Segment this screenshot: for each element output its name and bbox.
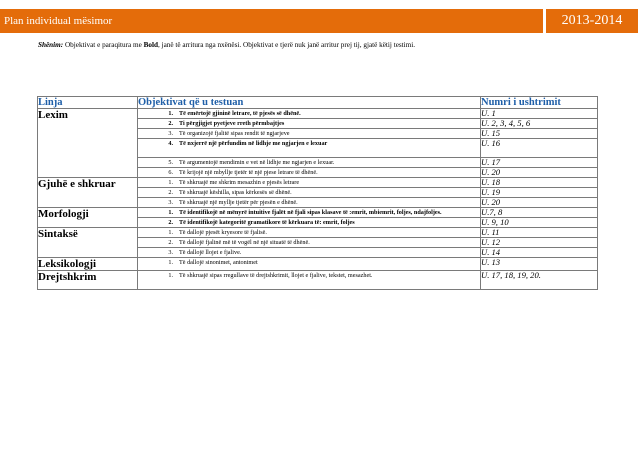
exercise-cell: U. 20: [481, 198, 598, 208]
linja-cell: Drejtshkrim: [38, 271, 138, 290]
document-title: Plan individual mësimor: [0, 9, 543, 33]
objective-cell: 1. Të dallojë sinonimet, antonimet: [138, 258, 481, 271]
exercise-cell: U. 16: [481, 139, 598, 158]
objective-cell: 6. Të krijojë një mbyllje tjetër të një pjese letrare të dhënë.: [138, 168, 481, 178]
exercise-cell: U. 14: [481, 248, 598, 258]
school-year: 2013-2014: [546, 9, 638, 33]
note: [38, 41, 618, 49]
header-linja: Linja: [38, 97, 138, 109]
table-row: [38, 208, 598, 218]
note-label: Shënim:: [38, 41, 64, 49]
exercise-cell: U. 9, 10: [481, 218, 598, 228]
linja-cell: Lexim: [38, 109, 138, 178]
table-row: [38, 228, 598, 238]
objective-cell: 1. Të dallojë pjesët kryesore të fjalisë.: [138, 228, 481, 238]
linja-cell: Sintaksë: [38, 228, 138, 258]
header-objektivat: Objektivat që u testuan: [138, 97, 481, 109]
objectives-table: [37, 96, 598, 290]
exercise-cell: U. 12: [481, 238, 598, 248]
exercise-cell: U. 17, 18, 19, 20.: [481, 271, 598, 290]
exercise-cell: U. 19: [481, 188, 598, 198]
exercise-cell: U. 15: [481, 129, 598, 139]
objective-cell: 2. Ti përgjigjet pyetjeve rreth përmbajtjes: [138, 119, 481, 129]
exercise-cell: U. 1: [481, 109, 598, 119]
table-body: [38, 109, 598, 290]
header-numri: Numri i ushtrimit: [481, 97, 598, 109]
objective-cell: 1. Të shkruajë me shkrim mesazhin e pjesës letrare: [138, 178, 481, 188]
table-row: [38, 109, 598, 119]
objective-cell: 1. Të emërtojë gjininë letrare, të pjesës së dhënë.: [138, 109, 481, 119]
exercise-cell: U. 17: [481, 158, 598, 168]
linja-cell: Morfologji: [38, 208, 138, 228]
note-text-before: Objektivat e paraqitura me: [63, 41, 144, 49]
table-row: [38, 258, 598, 271]
table-row: [38, 271, 598, 290]
objective-cell: 1. Të shkruajë sipas rregullave të drejtshkrimit, llojet e fjalive, tekstet, mesazhet.: [138, 271, 481, 290]
objective-cell: 2. Të shkruajë këshilla, sipas kërkesës së dhënë.: [138, 188, 481, 198]
objective-cell: 2. Të dallojë fjalinë më të vogël në një situatë të dhënë.: [138, 238, 481, 248]
note-text-after: , janë të arritura nga nxënësi. Objektivat e tjerë nuk janë arritur prej tij, gjatë këtij testimi.: [158, 41, 416, 49]
objective-cell: 3. Të dallojë llojet e fjalive.: [138, 248, 481, 258]
objective-cell: 4. Të nxjerrë një përfundim në lidhje me ngjarjen e lexuar: [138, 139, 481, 158]
note-bold-word: Bold: [143, 41, 158, 49]
objective-cell: 2. Të identifikojë kategoritë gramatikore të kërkuara të: emrit, foljes: [138, 218, 481, 228]
exercise-cell: U. 2, 3, 4, 5, 6: [481, 119, 598, 129]
linja-cell: Leksikologji: [38, 258, 138, 271]
exercise-cell: U. 13: [481, 258, 598, 271]
header-bar: [0, 9, 638, 33]
exercise-cell: U. 18: [481, 178, 598, 188]
table-header-row: [38, 97, 598, 109]
linja-cell: Gjuhë e shkruar: [38, 178, 138, 208]
exercise-cell: U. 11: [481, 228, 598, 238]
objective-cell: 3. Të shkruajë një myllje tjetër për pjesën e dhënë.: [138, 198, 481, 208]
objective-cell: 1. Të identifikojë në mënyrë intuitive fjalët në fjali sipas klasave të :emrit, mbiemrit, foljes, ndajfoljes.: [138, 208, 481, 218]
objective-cell: 5. Të argumentojë mendimin e vet në lidhje me ngjarjen e lexuar.: [138, 158, 481, 168]
objective-cell: 3. Të organizojë fjalitë sipas rendit të ngjarjeve: [138, 129, 481, 139]
exercise-cell: U. 20: [481, 168, 598, 178]
exercise-cell: U.7, 8: [481, 208, 598, 218]
table-row: [38, 178, 598, 188]
